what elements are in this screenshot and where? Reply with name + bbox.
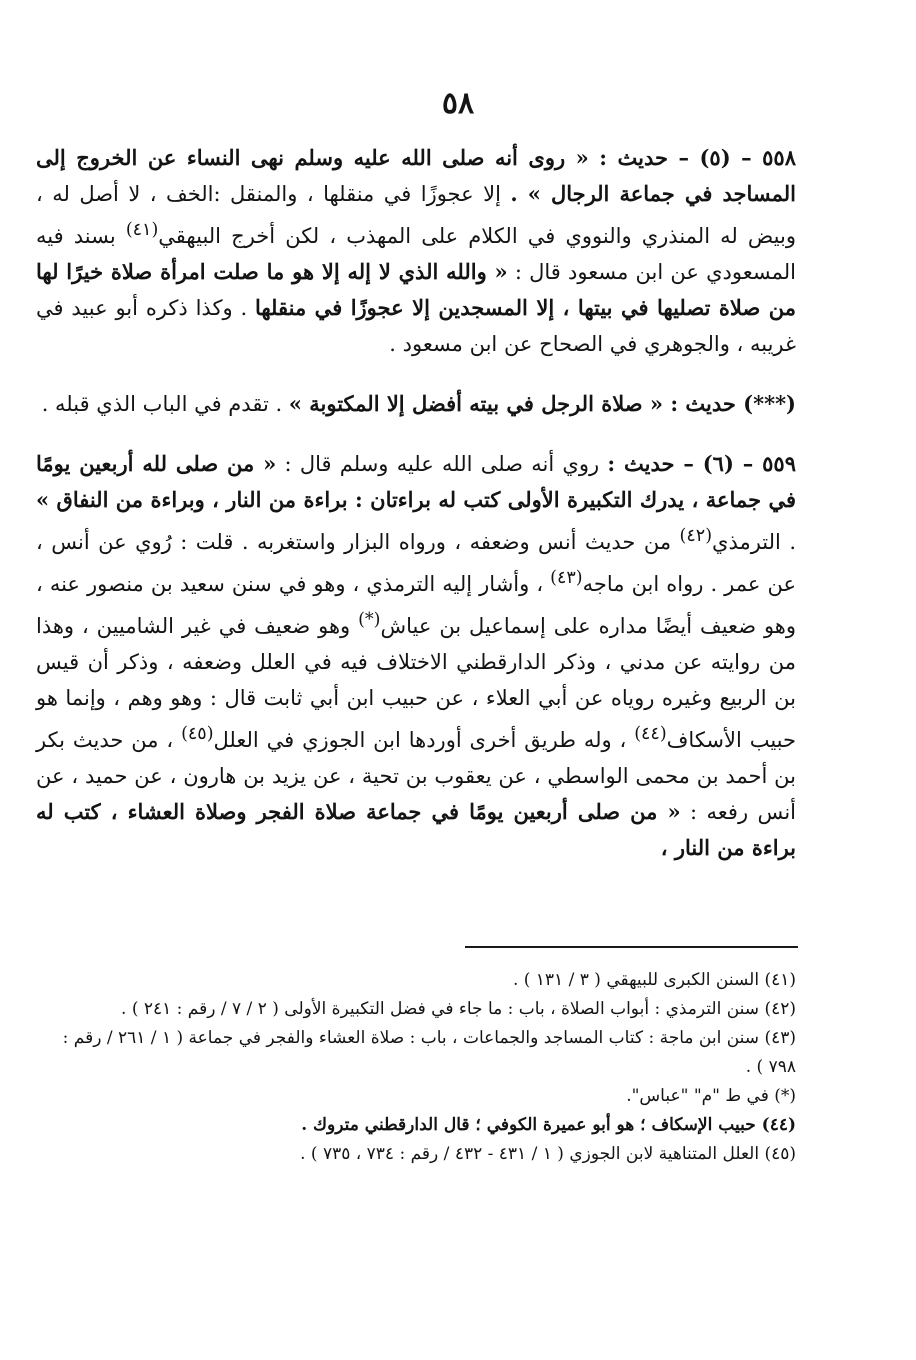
paragraph-gap (36, 362, 796, 386)
hadith-559-paragraph (36, 446, 796, 866)
footnote-42: (٤٢) سنن الترمذي : أبواب الصلاة ، باب : ما جاء في فضل التكبيرة الأولى ( ٢ / ٧ / رقم : ٢٤١ ) . (121, 999, 796, 1019)
footnotes (36, 966, 796, 1169)
footnote-ref-44: (٤٤) (634, 724, 667, 744)
main-text (36, 140, 796, 866)
footnote-45: (٤٥) العلل المتناهية لابن الجوزي ( ١ / ٤٣١ - ٤٣٢ / رقم : ٧٣٤ ، ٧٣٥ ) . (300, 1144, 796, 1164)
page-number: ٥٨ (441, 86, 475, 121)
footnote-separator (465, 946, 798, 948)
hadith-559-intro: روي أنه صلى الله عليه وسلم قال : (276, 452, 608, 476)
hadith-star-paragraph (36, 386, 796, 422)
hadith-558-ending: . وكذا ذكره أبو عبيد في غريبه ، والجوهري في الصحاح عن ابن مسعود . (36, 296, 796, 356)
hadith-558-quote: « والله الذي لا إله إلا هو ما صلت امرأة صلاة خيرًا لها من صلاة تصليها في بيتها ، إلا المسجدين إلا عجوزًا في منقلها (36, 259, 796, 320)
hadith-558-paragraph (36, 140, 796, 362)
footnote-ref-43: (٤٣) (550, 568, 583, 588)
hadith-559-text: ، وله طريق أخرى أوردها ابن الجوزي في العلل (213, 728, 635, 752)
paragraph-gap (36, 422, 796, 446)
hadith-559-text: من حديث أنس وضعفه ، ورواه البزار واستغربه . قلت : رُوي عن أنس ، عن عمر . رواه ابن ماجه (36, 530, 796, 596)
footnote-43: (٤٣) سنن ابن ماجة : كتاب المساجد والجماعات ، باب : صلاة العشاء والفجر في جماعة ( ١ / ٢٦١ / رقم : ٧٩٨ ) . (62, 1028, 796, 1077)
footnote-star: (*) في ط "م" "عباس". (626, 1086, 796, 1106)
hadith-star-heading: (***) حديث : « صلاة الرجل في بيته أفضل إلا المكتوبة » (288, 391, 796, 416)
hadith-star-note: . تقدم في الباب الذي قبله . (41, 392, 289, 416)
hadith-559-quote: « من صلى لله أربعين يومًا في جماعة ، يدرك التكبيرة الأولى كتب له براءتان : براءة من النار ، وبراءة من النفاق » (36, 451, 796, 512)
hadith-558-commentary: إلا عجوزًا في منقلها ، والمنقل :الخف ، لا أصل له ، وبيض له المنذري والنووي في الكلام على المهذب ، لكن أخرج البيهقي (36, 182, 796, 248)
hadith-559-text: وهو ضعيف في غير الشاميين ، وهذا من روايته عن مدني ، وذكر الدارقطني الاختلاف فيه في العلل وضعفه ، وذكر أن قيس بن الربيع وغيره روياه عن أبي العلاء ، عن حبيب ابن أبي ثابت قال : وهو وهم ، وإنما هو حبيب الأسكاف (36, 614, 796, 752)
footnote-ref-42: (٤٢) (679, 526, 713, 546)
hadith-558-heading: ٥٥٨ – (٥) – حديث : « روى أنه صلى الله عليه وسلم نهى النساء عن الخروج إلى المساجد في جماعة الرجال » . (36, 145, 796, 206)
hadith-559-label: ٥٥٩ – (٦) – حديث : (607, 451, 796, 476)
footnote-ref-41: (٤١) (125, 220, 159, 240)
hadith-559-text: . الترمذي (712, 530, 797, 554)
footnote-44: (٤٤) حبيب الإسكاف ؛ هو أبو عميرة الكوفي ؛ قال الدارقطني متروك . (301, 1115, 796, 1135)
hadith-559-text: ، وأشار إليه الترمذي ، وهو في سنن سعيد بن منصور عنه ، وهو ضعيف أيضًا مداره على إسماعيل بن عياش (36, 572, 797, 638)
hadith-559-quote-2: « من صلى أربعين يومًا في جماعة صلاة الفجر وصلاة العشاء ، كتب له براءة من النار ، (36, 799, 796, 860)
hadith-558-chain: بسند فيه المسعودي عن ابن مسعود قال : (36, 224, 796, 284)
hadith-559-text: ، من حديث بكر بن أحمد بن محمى الواسطي ، عن يعقوب بن تحية ، عن يزيد بن هارون ، عن حميد ، عن أنس رفعه : (36, 728, 796, 824)
footnote-ref-star: (*) (358, 610, 381, 630)
footnote-41: (٤١) السنن الكبرى للبيهقي ( ٣ / ١٣١ ) . (512, 970, 796, 990)
footnote-ref-45: (٤٥) (181, 724, 214, 744)
